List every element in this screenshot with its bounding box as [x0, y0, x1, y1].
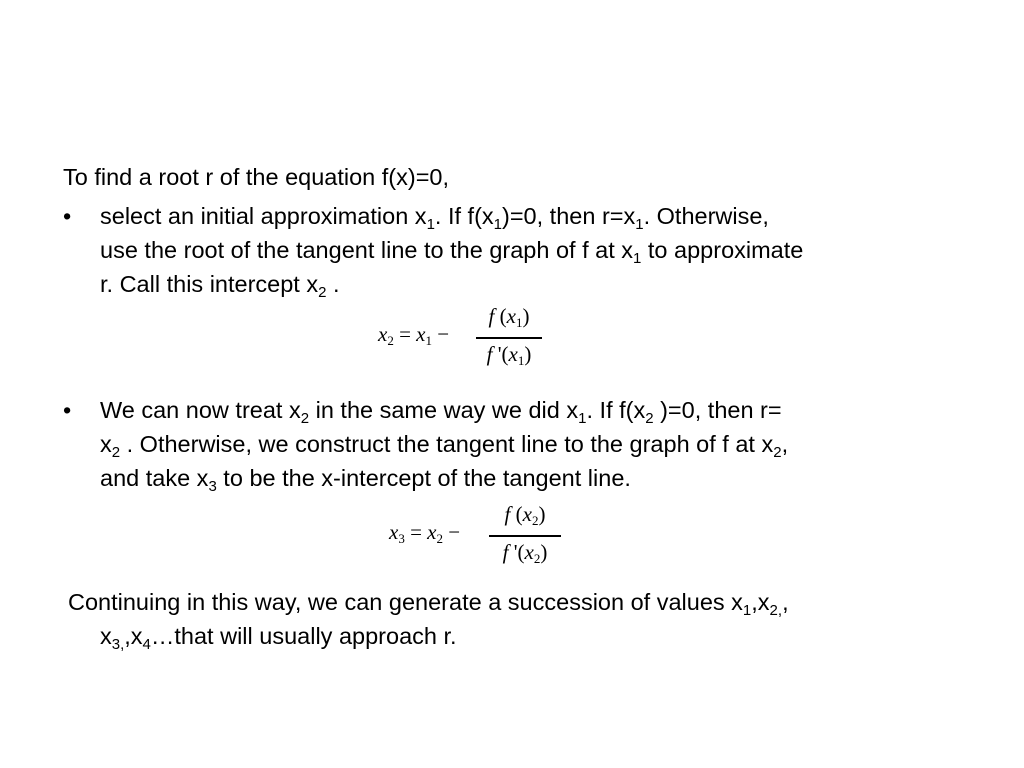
bullet-1-line-1: select an initial approximation $x_1$. If $f(x_1)=0$, then $r=x_1$. Otherwise, — [100, 203, 769, 233]
formula-1-lhs: $x_2 = x_1$ − — [378, 322, 450, 348]
formula-2-lhs: $x_3 = x_2$ − — [389, 520, 461, 546]
formula-1-fraction-bar — [476, 337, 542, 339]
bullet-2-line-2: $x_2$ . Otherwise, we construct the tangent line to the graph of f at $x_2$, — [100, 431, 789, 461]
formula-2-fraction-bar — [489, 535, 561, 537]
newton-formula-1 — [378, 302, 548, 372]
formula-2-denominator: f '$(x_2)$ — [502, 540, 548, 566]
conclusion-line-1: Continuing in this way, we can generate a succession of values $x_1,x_{2,}$, — [68, 589, 789, 619]
bullet-2-line-3: and take $x_3$ to be the x-intercept of the tangent line. — [100, 465, 631, 495]
formula-1-numerator: f $(x_1)$ — [488, 304, 530, 330]
bullet-2-line-1: We can now treat $x_2$ in the same way we did $x_1$. If $f(x_2$ )=0, then r= — [100, 397, 782, 427]
formula-2-numerator: f $(x_2)$ — [504, 502, 546, 528]
bullet-1-line-3: r. Call this intercept $x_2$ . — [100, 271, 340, 301]
bullet-marker: • — [63, 203, 72, 229]
bullet-1-line-2: use the root of the tangent line to the graph of f at $x_1$ to approximate — [100, 237, 804, 267]
newton-formula-2 — [389, 500, 569, 570]
intro-text — [63, 160, 449, 194]
conclusion-paragraph — [68, 585, 968, 653]
conclusion-line-2: $x_{3,},x_4\dots that$ will usually approach r. — [100, 623, 457, 653]
formula-1-denominator: f '$(x_1)$ — [486, 342, 532, 368]
bullet-marker: • — [63, 397, 72, 423]
intro-sentence: To find a root r of the equation f(x)=0, — [63, 164, 450, 190]
